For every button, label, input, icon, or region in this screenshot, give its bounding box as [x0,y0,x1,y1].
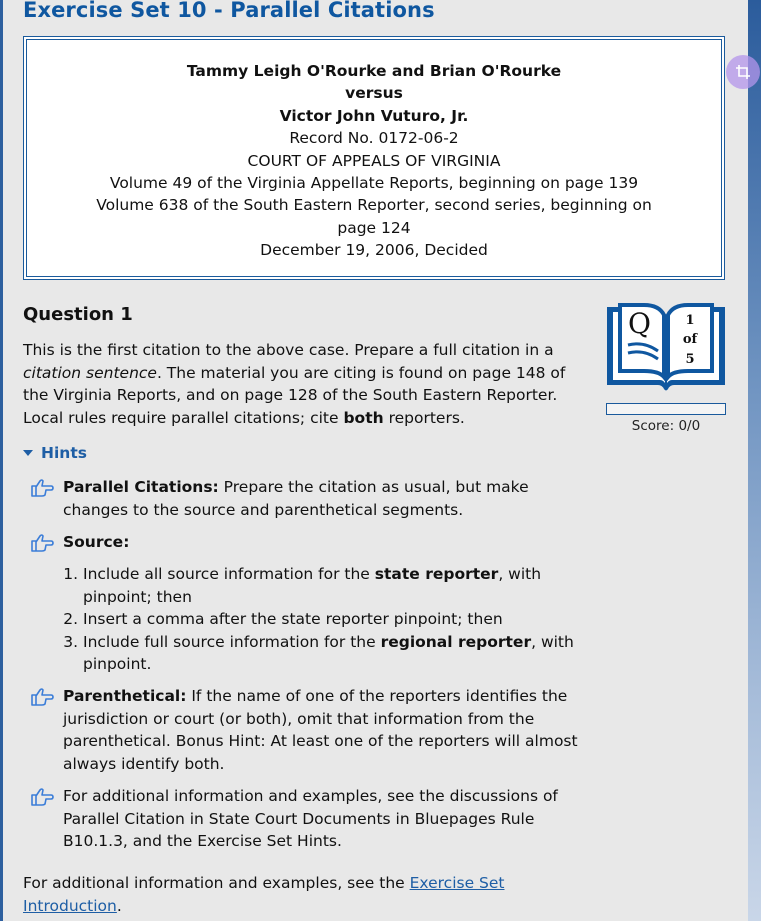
score-label: Score: 0/0 [631,418,701,434]
source-steps-list [62,563,583,676]
step-bold-text: state reporter [374,565,499,583]
badge-total: 5 [685,352,695,367]
source-step [83,631,583,676]
question-text: reporters. [383,408,465,427]
case-party-1: Tammy Leigh O'Rourke and Brian O'Rourke [186,62,562,80]
hint-label: Source: [63,533,130,551]
hint-text: If the name of one of the reporters identifies the jurisdiction or court (or both), omit that information from the parenthetical. Bonus Hint: At least one of the reporters will almost always identify both. [63,687,578,773]
caret-down-icon [23,450,33,456]
hint-item-additional-info [30,785,590,853]
source-step [83,563,583,608]
hint-item-source [30,531,590,554]
score-progress-bar [606,403,726,415]
source-step [83,608,583,631]
pointing-hand-icon [30,533,54,553]
case-caption-box [23,36,725,280]
hints-toggle[interactable] [23,444,87,462]
question-bold-text: both [343,408,384,427]
pointing-hand-icon [30,687,54,707]
hint-item-parallel-citations [30,476,590,521]
step-text: , with pinpoint; then [83,565,542,606]
footer-note [23,872,583,917]
step-bold-text: regional reporter [380,632,532,651]
badge-current: 1 [685,313,695,328]
question-italic-text: citation sentence [23,363,157,382]
question-counter-badge [604,301,728,397]
case-record-number: Record No. 0172-06-2 [289,129,459,148]
hint-item-parenthetical [30,685,590,775]
footer-text: For additional information and examples, see the [23,874,410,892]
pointing-hand-icon [30,787,54,807]
case-reporter-2-cont: page 124 [337,218,411,237]
exercise-set-introduction-link[interactable]: Exercise Set Introduction [23,874,505,915]
hint-text: For additional information and examples, see the discussions of Parallel Citation in State Court Documents in Bluepages Rule B10.1.3, and the Exercise Set Hints. [63,787,558,851]
badge-letter: Q [628,307,651,340]
step-text: Include full source information for the [83,632,381,651]
case-court: COURT OF APPEALS OF VIRGINIA [247,151,501,170]
step-text: Insert a comma after the state reporter pinpoint; then [83,610,503,629]
question-text: . The material you are citing is found on page 148 of the Virginia Reports, and on page 128 of the South Eastern Reporter. Local rules require parallel citations; cite [23,363,566,427]
case-versus: versus [345,84,403,103]
hint-label: Parenthetical: [63,687,187,705]
page-title: Exercise Set 10 - Parallel Citations [23,0,435,22]
left-edge-border [0,0,3,921]
case-reporter-1: Volume 49 of the Virginia Appellate Reports, beginning on page 139 [109,174,639,193]
case-decided-date: December 19, 2006, Decided [260,241,488,260]
scrollbar-track[interactable] [748,0,761,921]
case-reporter-2: Volume 638 of the South Eastern Reporter, second series, beginning on [96,196,652,215]
step-text: Include all source information for the [83,565,375,583]
badge-of: of [682,332,698,347]
crop-icon [735,64,751,80]
question-text: This is the first citation to the above case. Prepare a full citation in a [23,341,554,359]
pointing-hand-icon [30,478,54,498]
question-body [23,339,583,429]
open-book-icon [604,301,728,393]
case-party-2: Victor John Vuturo, Jr. [279,106,469,125]
footer-text: . [116,896,122,915]
step-text: , with pinpoint. [83,632,574,674]
hint-label: Parallel Citations: [63,478,219,496]
question-title: Question 1 [23,304,133,325]
hint-text: Prepare the citation as usual, but make changes to the source and parenthetical segments. [63,478,529,519]
hints-toggle-label: Hints [41,444,87,462]
crop-tool-button[interactable] [726,55,760,89]
